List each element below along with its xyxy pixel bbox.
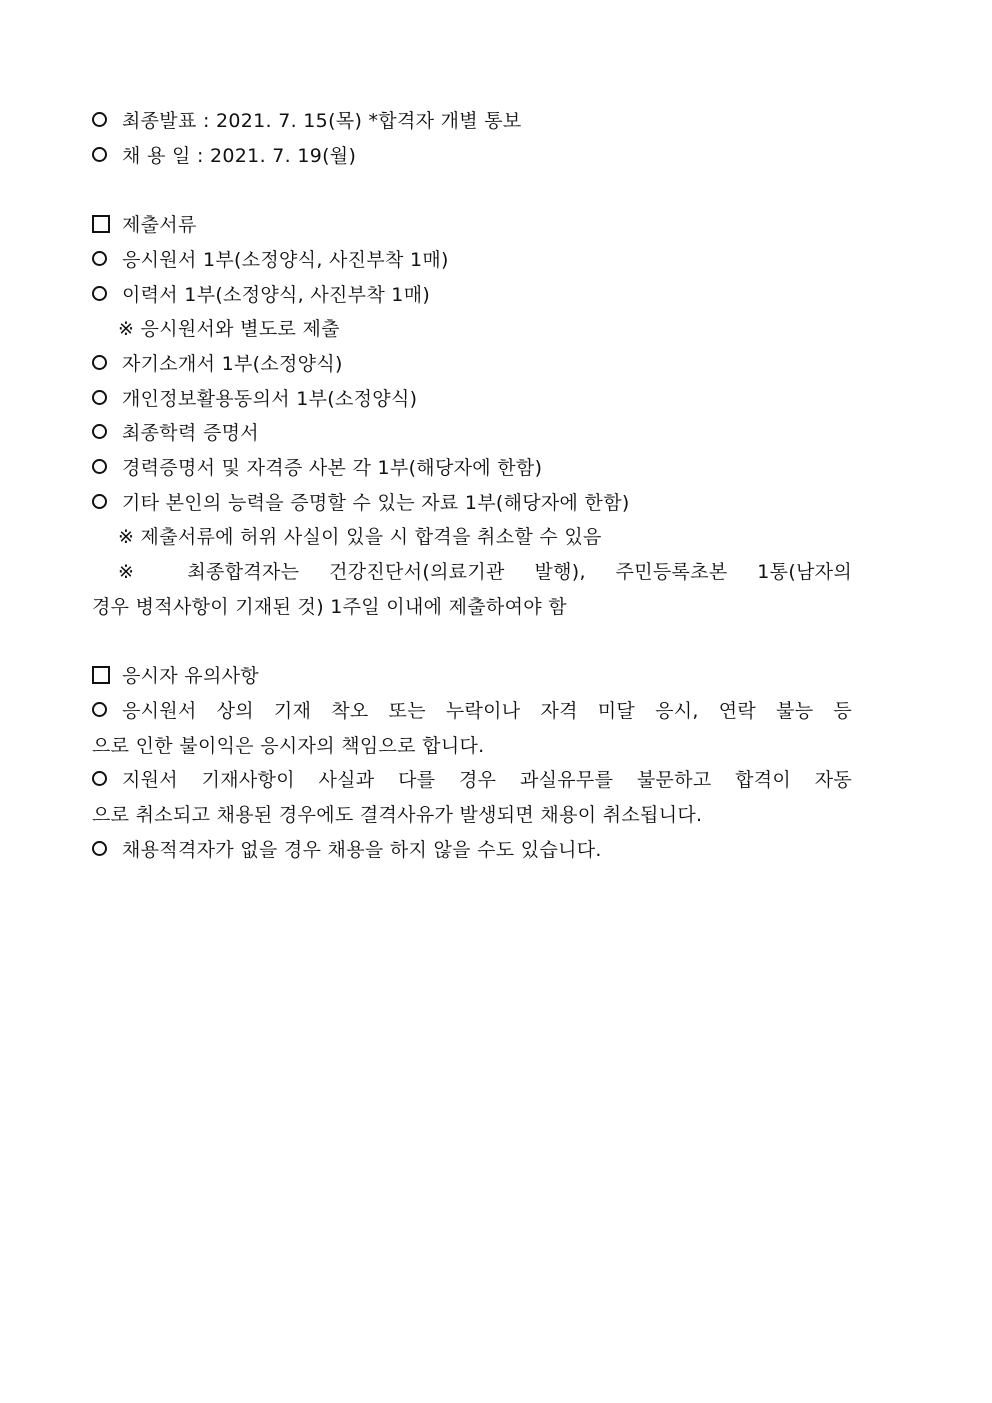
documents-note-final-line1: ※ 최종합격자는 건강진단서(의료기관 발행), 주민등록초본 1통(남자의: [118, 561, 852, 584]
schedule-final-announcement: 최종발표 : 2021. 7. 15(목) *합격자 개별 통보: [92, 104, 852, 139]
square-box-icon: [92, 659, 122, 694]
documents-note-false: ※ 제출서류에 허위 사실이 있을 시 합격을 취소할 수 있음: [118, 526, 602, 549]
documents-note-separate: ※ 응시원서와 별도로 제출: [118, 318, 340, 341]
circle-bullet-icon: [92, 694, 122, 729]
circle-bullet-icon: [92, 833, 122, 868]
documents-item: 기타 본인의 능력을 증명할 수 있는 자료 1부(해당자에 한함): [92, 486, 852, 521]
notice-item-2-line2: 으로 취소되고 채용된 경우에도 결격사유가 발생되면 채용이 취소됩니다.: [92, 804, 703, 827]
documents-item: 경력증명서 및 자격증 사본 각 1부(해당자에 한함): [92, 451, 852, 486]
notice-item-1-line2: 으로 인한 불이익은 응시자의 책임으로 합니다.: [92, 734, 485, 757]
circle-bullet-icon: [92, 451, 122, 486]
documents-item: 개인정보활용동의서 1부(소정양식): [92, 382, 852, 417]
documents-item: 최종학력 증명서: [92, 416, 852, 451]
circle-bullet-icon: [92, 382, 122, 417]
square-box-icon: [92, 208, 122, 243]
documents-item: 이력서 1부(소정양식, 사진부착 1매): [92, 278, 852, 313]
circle-bullet-icon: [92, 347, 122, 382]
schedule-hire-date: 채 용 일 : 2021. 7. 19(월): [92, 139, 852, 174]
notice-item-1-line1: 응시원서 상의 기재 착오 또는 누락이나 자격 미달 응시, 연락 불능 등: [92, 694, 852, 729]
documents-note-final-line2: 경우 병적사항이 기재된 것) 1주일 이내에 제출하여야 함: [92, 595, 567, 618]
circle-bullet-icon: [92, 278, 122, 313]
documents-item: 자기소개서 1부(소정양식): [92, 347, 852, 382]
circle-bullet-icon: [92, 243, 122, 278]
notice-item-3: 채용적격자가 없을 경우 채용을 하지 않을 수도 있습니다.: [92, 833, 852, 868]
circle-bullet-icon: [92, 139, 122, 174]
notice-heading: 응시자 유의사항: [92, 659, 852, 694]
document-page: [92, 104, 852, 867]
circle-bullet-icon: [92, 104, 122, 139]
circle-bullet-icon: [92, 416, 122, 451]
circle-bullet-icon: [92, 486, 122, 521]
circle-bullet-icon: [92, 763, 122, 798]
documents-heading: 제출서류: [92, 208, 852, 243]
documents-item: 응시원서 1부(소정양식, 사진부착 1매): [92, 243, 852, 278]
notice-item-2-line1: 지원서 기재사항이 사실과 다를 경우 과실유무를 불문하고 합격이 자동: [92, 763, 852, 798]
